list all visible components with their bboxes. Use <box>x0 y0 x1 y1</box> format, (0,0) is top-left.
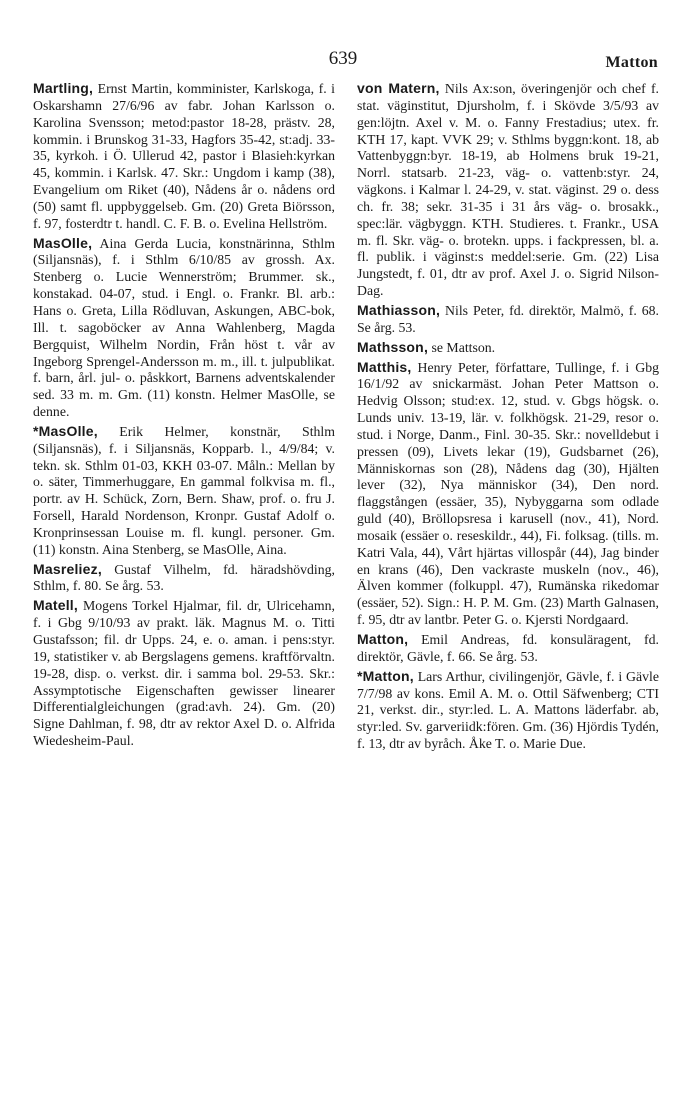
entry-body: Aina Gerda Lucia, konstnärinna, Sthlm (Siljansnäs), f. i Sthlm 6/10/85 av grossh. Ax. Stenberg o. Lucie Wennerström; Brummer. sk., konstakad. 04-07, stud. i Engl. o. Frankr. Bl. arb.: Hans o. Greta, Lilla Rödluvan, Askungen, ABC-bok, Ill. t. sagoböcker av Anna Wahlenberg, Magda Bergquist, Wilhelm Nordin, Från höst t. vår av Ingeborg Sprengel-Andersson m. m., ill. t. julpublikat. f. barn, årl. jul- o. påskkort, Barnens adventskalender sed. 33 m. m. Gm. (11) konstn. Helmer MasOlle, se denne. <box>33 235 335 420</box>
entry-matthis <box>357 359 659 630</box>
entry-matton-emil <box>357 631 659 666</box>
right-column <box>357 80 659 755</box>
entry-body: Gustaf Vilhelm, fd. häradshövding, Sthlm, f. 80. Se årg. 53. <box>33 561 335 594</box>
entry-body: Erik Helmer, konstnär, Sthlm (Siljansnäs), f. i Siljansnäs, Kopparb. l., 4/9/84; v. tekn. sk. Sthlm 01-03, KKH 03-07. Måln.: Mellan by o. säter, Timmerhuggare, En gammal folkvisa m. fl., portr. av H. Schück, Zorn, Bern. Shaw, prof. o. fru J. Forsell, Harald Nordenson, Kronpr. Gustaf Adolf o. Kronprinsessan Louise m. fl. kungl. personer. Gm. (11) konstn. Aina Stenberg, se MasOlle, Aina. <box>33 423 335 557</box>
headword: von Matern, <box>357 80 440 96</box>
headword: Mathiasson, <box>357 301 441 318</box>
headword: Martling, <box>33 80 94 96</box>
entry-body: Ernst Martin, komminister, Karlskoga, f. i Oskarshamn 27/6/96 av fabr. Johan Karlsson o. Karolina Svensson; metod:pastor 18-28, prästv. 28, kommin. i Brunskog 31-33, Hagfors 35-42, st:adj. 33-35, kyrkoh. i Ö. Ullerud 42, pastor i Blasieh:kyrkan 45, kommin. i Karlsk. 47. Skr.: Ungdom i kamp (38), Evangelium om Riket (40), Nådens år o. nådens ord (50) samt fl. uppbyggelseb. Gm. (20) Greta Biörsson, f. 97, fosterdtr t. handl. C. F. B. o. Evelina Hellström. <box>33 81 335 231</box>
entry-body: Nils Ax:son, överingenjör och chef f. stat. väginstitut, Djursholm, f. i Skövde 3/5/93 av gen:löjtn. Axel v. M. o. Fanny Frestadius; utex. fr. KTH 17, kapt. VVK 29; v. Sthlms byggn:kont. 18, ab Vattenbyggn:byr. 18-19, ab Holmens bruk 19-21, Norrl. statsarb. 21-23, väg- o. vattenb:styr. 24, vägkons. i Kalmar l. 24-29, v. stat. väginst. 29 o. dess ch. fr. 38; sekr. 31-35 i 31 års väg- o. brosakk., spec:lär. vägbyggn. KTH. Studieres. t. Frankr., USA m. fl. Skr. väg- o. brotekn. upps. i fackpressen, bl. a. fl. publik. i väginst:s meddel:serie. Gm. (22) Lisa Jungstedt, f. 01, dtr av prof. Axel J. o. Sigrid Nilson-Dag. <box>357 81 659 299</box>
entry-body: Lars Arthur, civilingenjör, Gävle, f. i Gävle 7/7/98 av kons. Emil A. M. o. Ottil Säfwenberg; CTI 21, verkst. dir., styr:led. L. A. Mattons läderfabr. ab, styr:led. Sv. garveriidk:fören. Gm. (36) Hjördis Tydén, f. 13, dtr av byråch. Åke T. o. Marie Due. <box>357 668 659 752</box>
entry-matell <box>33 597 335 750</box>
headword: *MasOlle, <box>33 422 98 439</box>
headword: Matell, <box>33 597 78 614</box>
entry-body: Mogens Torkel Hjalmar, fil. dr, Ulricehamn, f. i Gbg 9/10/93 av prakt. läk. Magnus M. o. Titti Gustafsson; fil. dr Upps. 24, e. o. aman. i pens:styr. 19, statistiker v. ab Bergslagens gemens. kraftförvaltn. 19-28, disp. o. verkst. dir. i samma bol. 29-53. Skr.: Assymptotische Eigenschaften gewisser linearer Differentialgleichungen (grad:avh. 24). Gm. (20) Signe Dahlman, f. 98, dtr av rektor Axel D. o. Alfrida Wiedesheim-Paul. <box>33 598 335 749</box>
running-head: Matton <box>605 54 658 71</box>
headword: Mathsson, <box>357 338 429 355</box>
page-number: 639 <box>328 48 358 69</box>
entry-body: Henry Peter, författare, Tullinge, f. i Gbg 16/1/92 av snickarmäst. Johan Peter Mattson o. Hedvig Olsson; stud:ex. 12, stud. v. Gbgs högsk. o. Lunds univ. 13-19, lär. v. folkhögsk. 21-29, resor o. stud. i Norge, Danm., Finl. 30-35. Skr.: novelldebut i pressen (09), Livets lekar (19), Gudsbarnet (26), Människornas son (28), Nådens dag (30), Hjälten lever (32), Nya människor (34), Den nord. flaggstången (essäer, 35), Nybyggarna som odlade guld (40), Bröllopsresa i karusell (nov., 41), Nord. mosaik (essäer o. reseskildr., 44), Fi. folksag. (tills. m. Katri Vala, 44), Vårt hjärtas villospår (44), Jag binder en krans (46), Den vackraste muskeln (nov., 46), Älven kommer (folkuppl. 47), Rumänska rikedomar (essäer, 52). Sign.: H. P. M. Gm. (23) Marth Galnasen, f. 95, dtr av lantbr. Peter G. o. Kjersti Nordgaard. <box>357 359 659 628</box>
page-header <box>28 48 658 76</box>
headword: MasOlle, <box>33 234 93 251</box>
entry-mathiasson <box>357 302 659 337</box>
entry-masolle-erik <box>33 423 335 559</box>
entry-body: Nils Peter, fd. direktör, Malmö, f. 68. Se årg. 53. <box>357 302 659 335</box>
headword: Masreliez, <box>33 560 102 577</box>
entry-body: se Mattson. <box>428 339 496 355</box>
entry-body: Emil Andreas, fd. konsuläragent, fd. direktör, Gävle, f. 66. Se årg. 53. <box>357 632 659 664</box>
headword: *Matton, <box>357 667 414 684</box>
entry-masreliez <box>33 561 335 596</box>
entry-von-matern <box>357 80 659 300</box>
entry-mathsson <box>357 339 659 357</box>
entry-matton-lars <box>357 668 659 753</box>
entry-masolle-aina <box>33 235 335 421</box>
entry-martling <box>33 80 335 233</box>
left-column <box>33 80 335 752</box>
headword: Matton, <box>357 631 409 647</box>
headword: Matthis, <box>357 358 412 375</box>
